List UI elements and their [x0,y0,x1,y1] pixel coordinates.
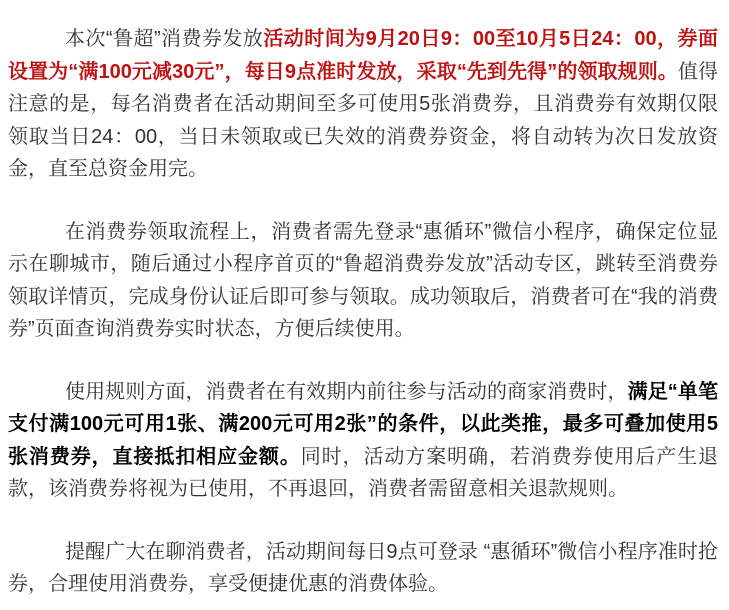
paragraph-3 [8,376,718,506]
paragraph-2 [8,216,718,346]
paragraph-1 [8,23,718,186]
text-run-normal: 在消费券领取流程上，消费者需先登录“惠循环”微信小程序，确保定位显示在聊城市，随后通过小程序首页的“鲁超消费券发放”活动专区，跳转至消费券领取详情页，完成身份认证后即可参与领取。成功领取后，消费者可在“我的消费券”页面查询消费券实时状态，方便后续使用。 [8,220,718,340]
text-run-bold: 满足“单笔支付满100元可用1张、满200元可用2张”的条件，以此类推，最多可叠加使用5张消费券，直接抵扣相应金额。 [8,380,718,468]
text-run-red-bold: 活动时间为9月20日9：00至10月5日24：00，券面设置为“满100元减30元”，每日9点准时发放，采取“先到先得”的领取规则。 [8,28,718,83]
text-run-normal: 本次“鲁超”消费券发放 [65,28,264,50]
paragraph-4 [8,536,718,601]
article-body [8,23,718,601]
text-run-normal: 提醒广大在聊消费者，活动期间每日9点可登录 “惠循环”微信小程序准时抢券，合理使用消费券，享受便捷优惠的消费体验。 [8,540,718,595]
text-run-normal: 同时，活动方案明确，若消费券使用后产生退款，该消费券将视为已使用，不再退回，消费者需留意相关退款规则。 [8,445,719,500]
text-run-normal: 使用规则方面，消费者在有效期内前往参与活动的商家消费时， [65,380,628,403]
text-run-normal: 值得注意的是，每名消费者在活动期间至多可使用5张消费券，且消费券有效期仅限领取当日24：00，当日未领取或已失效的消费券资金，将自动转为次日发放资金，直至总资金用完。 [8,60,718,180]
